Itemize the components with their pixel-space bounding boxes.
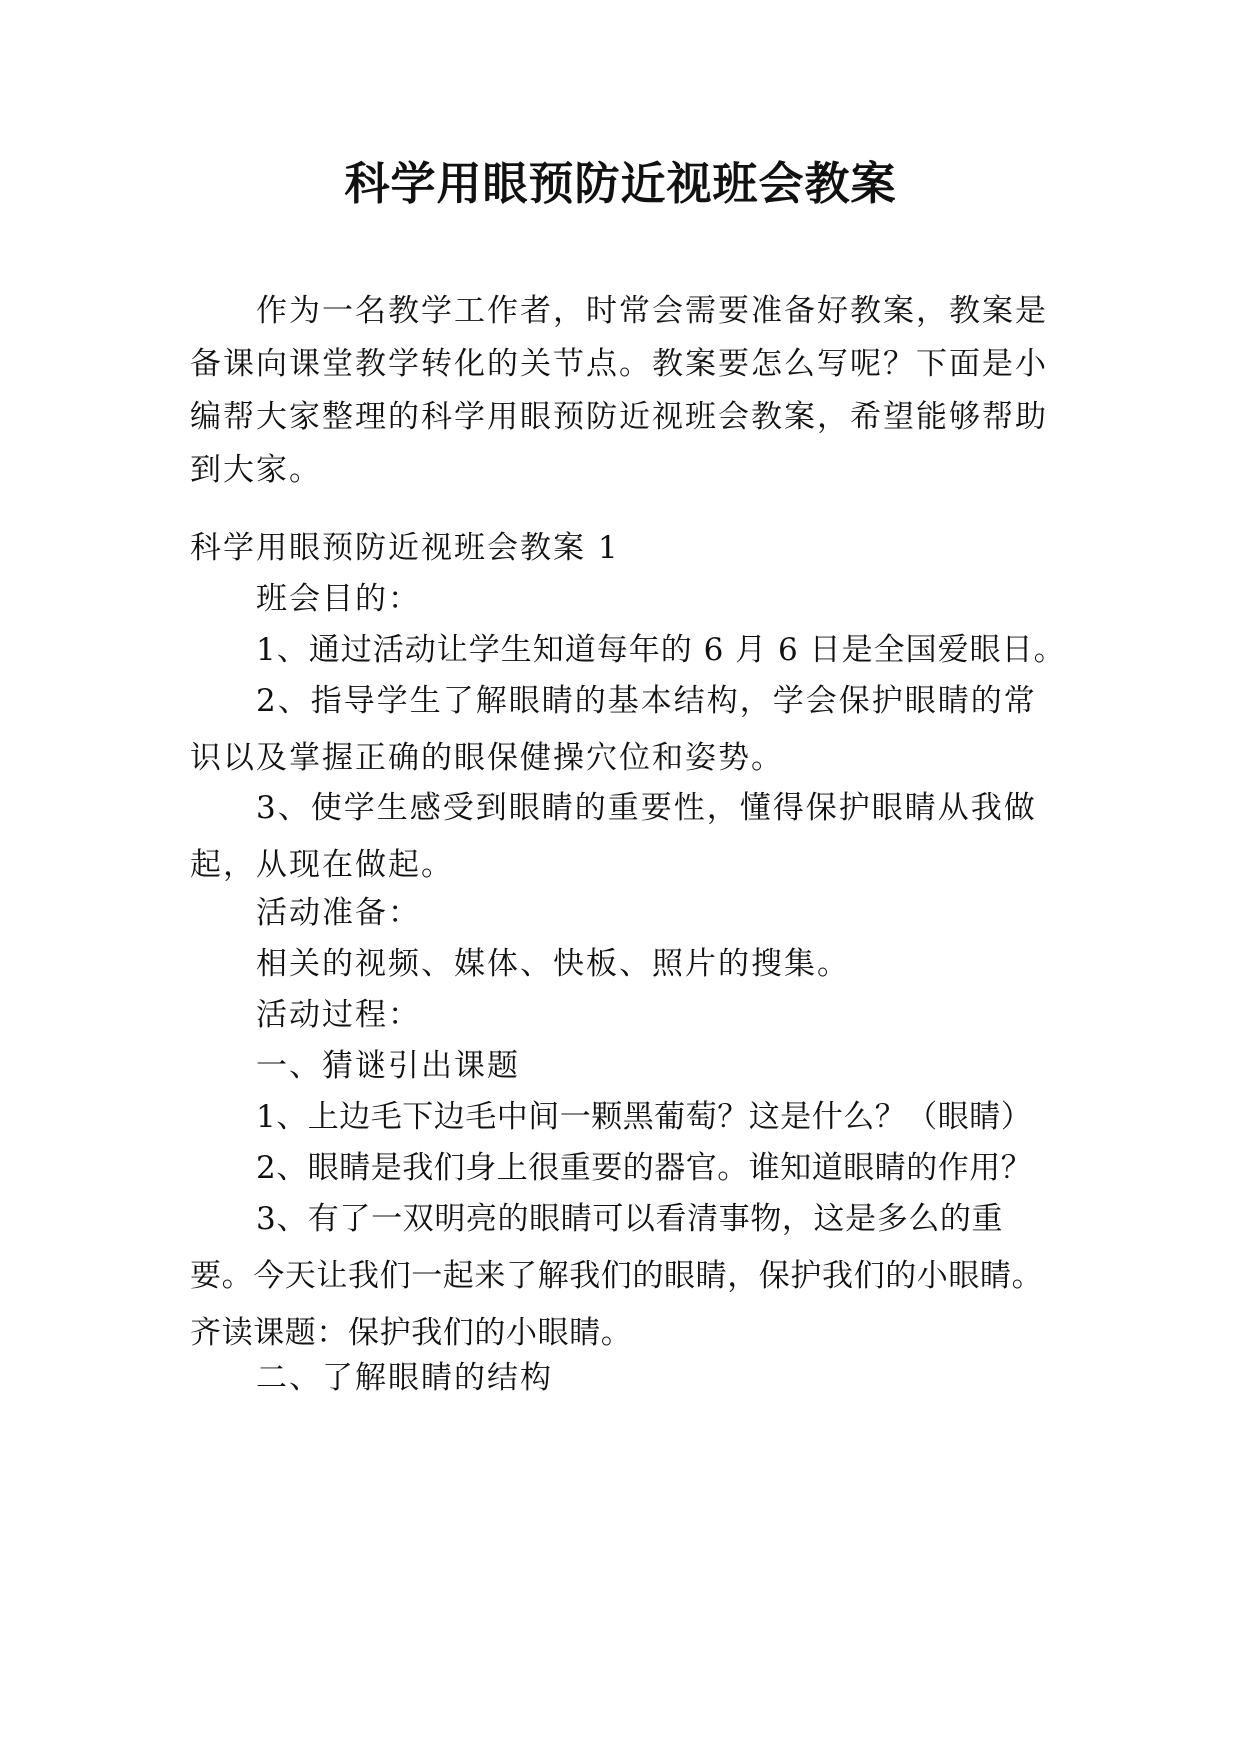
paragraph: 3、有了一双明亮的眼睛可以看清事物，这是多么的重要。今天让我们一起来了解我们的眼睛，保护我们的小眼睛。齐读课题：保护我们的小眼睛。 xyxy=(190,1201,1044,1351)
paragraph-line: 班会目的： xyxy=(256,581,421,617)
paragraph: 2、指导学生了解眼睛的基本结构，学会保护眼睛的常识以及掌握正确的眼保健操穴位和姿势。 xyxy=(190,683,1037,776)
document-title: 科学用眼预防近视班会教案 xyxy=(344,157,897,210)
paragraph: 3、使学生感受到眼睛的重要性，懂得保护眼睛从我做起，从现在做起。 xyxy=(190,790,1037,883)
paragraph-line: 相关的视频、媒体、快板、照片的搜集。 xyxy=(256,946,850,982)
paragraph-line: 1、上边毛下边毛中间一颗黑葡萄？这是什么？（眼睛） xyxy=(256,1099,1033,1135)
paragraph-line: 活动准备： xyxy=(256,895,421,931)
section-heading: 科学用眼预防近视班会教案 1 xyxy=(190,530,620,566)
paragraph-line: 活动过程： xyxy=(256,997,421,1033)
paragraph-line: 1、通过活动让学生知道每年的 6 月 6 日是全国爱眼日。 xyxy=(256,632,1066,668)
intro-paragraph: 作为一名教学工作者，时常会需要准备好教案，教案是备课向课堂教学转化的关节点。教案要怎么写呢？下面是小编帮大家整理的科学用眼预防近视班会教案，希望能够帮助到大家。 xyxy=(190,293,1048,488)
paragraph-line: 二、了解眼睛的结构 xyxy=(256,1360,553,1396)
paragraph-line: 一、猜谜引出课题 xyxy=(256,1048,520,1084)
paragraph-line: 2、眼睛是我们身上很重要的器官。谁知道眼睛的作用？ xyxy=(256,1150,1033,1186)
